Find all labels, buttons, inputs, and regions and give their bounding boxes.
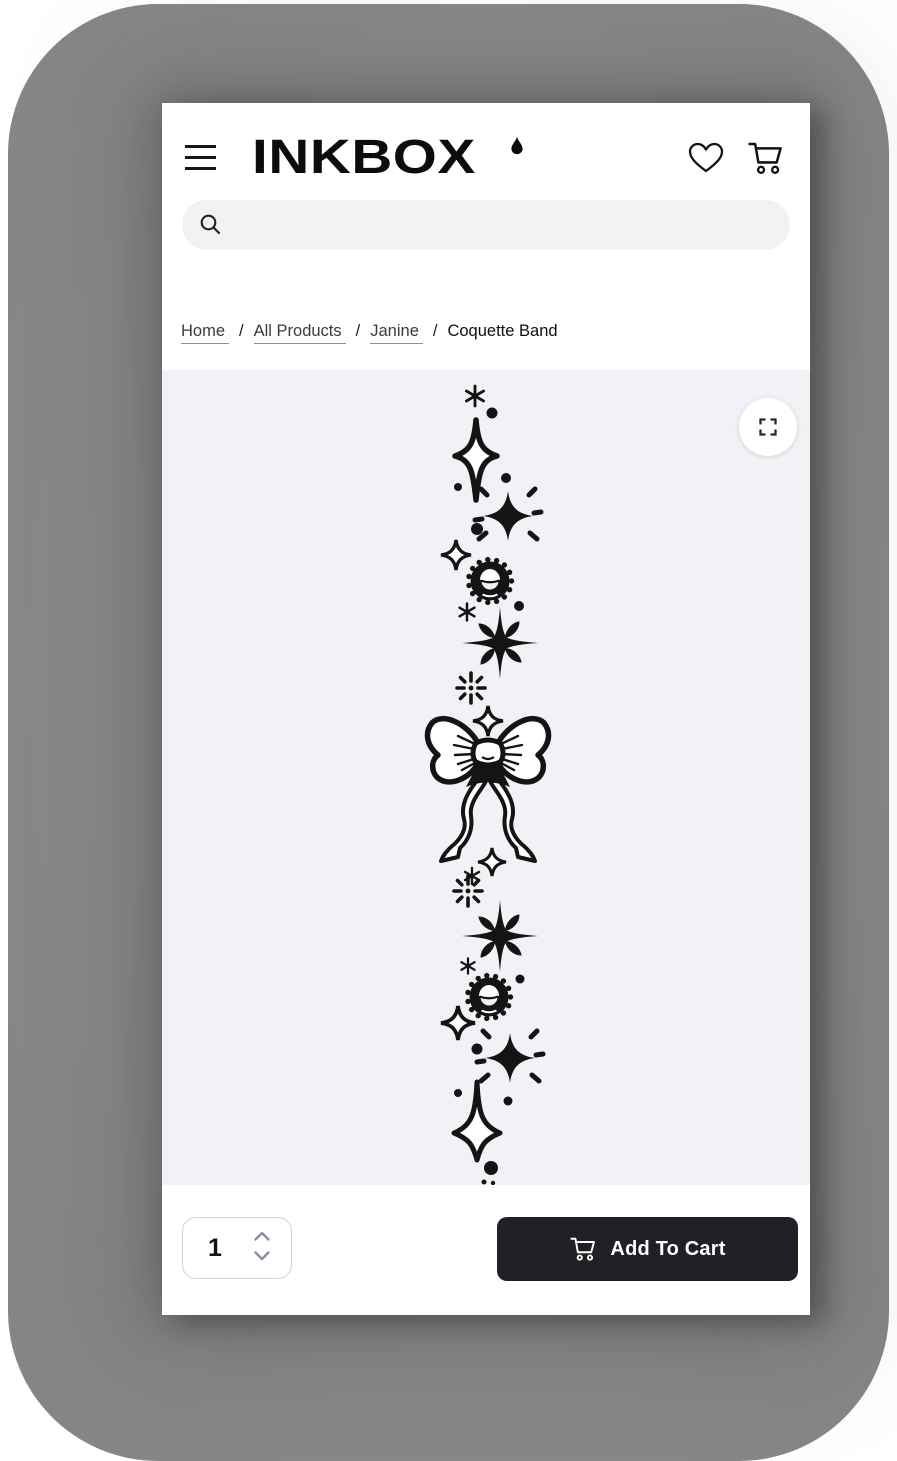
breadcrumb-all-products[interactable]: All Products <box>254 322 346 344</box>
ink-drop-icon <box>510 136 524 155</box>
add-to-cart-button[interactable] <box>497 1217 798 1281</box>
quantity-stepper[interactable] <box>182 1217 292 1279</box>
chevron-down-icon[interactable] <box>253 1250 271 1261</box>
search-icon <box>199 213 223 237</box>
tattoo-dash-burst <box>457 673 485 703</box>
tattoo-beaded-circle <box>466 557 514 605</box>
breadcrumb-home[interactable]: Home <box>181 322 229 344</box>
purchase-bar <box>162 1185 810 1315</box>
breadcrumb <box>181 322 558 344</box>
fullscreen-button[interactable] <box>739 398 797 456</box>
hamburger-icon <box>185 145 216 148</box>
product-image-area <box>162 370 810 1185</box>
breadcrumb-separator: / <box>355 322 361 340</box>
tattoo-design-image <box>162 370 810 1185</box>
add-to-cart-label: Add To Cart <box>610 1237 726 1260</box>
chevron-up-icon[interactable] <box>253 1231 271 1242</box>
tattoo-sparkle-asterisk <box>466 386 483 406</box>
breadcrumb-separator: / <box>239 322 244 340</box>
tattoo-compass-star <box>462 607 538 679</box>
search-bar[interactable] <box>182 200 790 250</box>
logo-text: INKBOX <box>252 131 476 184</box>
app-screenshot-card <box>162 103 810 1315</box>
tattoo-outline-star <box>441 540 471 570</box>
search-input[interactable] <box>233 200 790 250</box>
tattoo-sparkle-burst <box>475 489 541 541</box>
expand-icon <box>756 415 780 439</box>
logo[interactable] <box>252 131 476 184</box>
breadcrumb-current-page: Coquette Band <box>447 322 558 340</box>
cart-icon[interactable] <box>746 141 785 175</box>
quantity-value: 1 <box>208 1234 222 1262</box>
menu-button[interactable] <box>185 145 216 171</box>
cart-icon <box>569 1236 597 1262</box>
heart-icon[interactable] <box>687 142 725 174</box>
breadcrumb-janine[interactable]: Janine <box>370 322 423 344</box>
breadcrumb-separator: / <box>432 322 438 340</box>
tattoo-ribbon-bow <box>427 719 548 861</box>
